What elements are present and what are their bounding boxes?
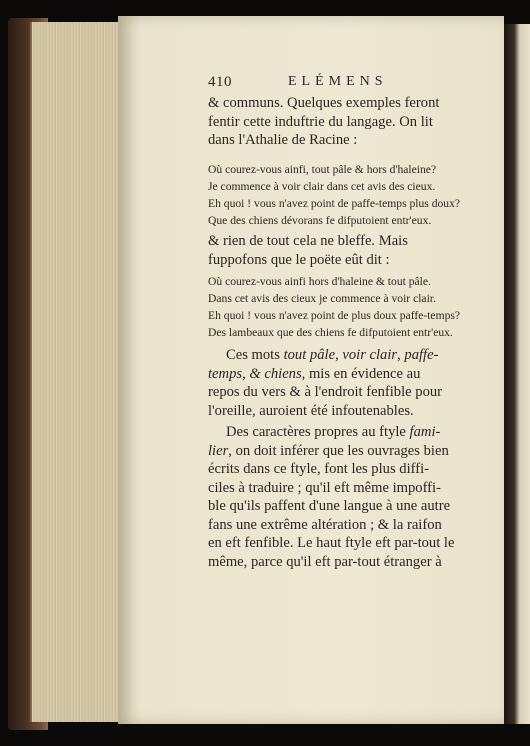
text-line: & communs. Quelques exemples feront bbox=[208, 95, 440, 111]
text-run: , bbox=[242, 365, 250, 382]
italic-run: temps bbox=[208, 365, 243, 382]
italic-run: tout pâle bbox=[283, 347, 336, 363]
text-line: fentir cette induftrie du langage. On lit bbox=[208, 113, 433, 130]
running-head: ELÉMENS bbox=[288, 74, 388, 89]
text-line: ble qu'ils paffent d'une langue à une autre bbox=[208, 498, 451, 514]
facing-page-edge bbox=[504, 24, 530, 724]
verse-line: Où courez-vous ainfi hors d'haleine & tout pâle. bbox=[208, 275, 431, 288]
text-line: repos du vers & à l'endroit fenfible pour bbox=[208, 384, 443, 400]
verse-line: Eh quoi ! vous n'avez point de plus doux paffe-temps? bbox=[208, 309, 461, 322]
text-run: , bbox=[335, 347, 343, 363]
paragraph-caracteres bbox=[208, 423, 484, 571]
italic-run: paffe- bbox=[404, 347, 439, 363]
verse-line: Je commence à voir clair dans cet avis des cieux. bbox=[208, 180, 436, 193]
text-line: & rien de tout cela ne bleffe. Mais bbox=[208, 233, 408, 249]
verse-line: Eh quoi ! vous n'avez point de paffe-temps plus doux? bbox=[208, 197, 461, 210]
italic-run: lier bbox=[208, 442, 229, 459]
text-line bbox=[208, 346, 484, 365]
paragraph-ces-mots bbox=[208, 346, 484, 420]
verse-quotation-original bbox=[208, 161, 490, 229]
italic-run: voir clair bbox=[342, 347, 398, 363]
verse-line: Où courez-vous ainfi, tout pâle & hors d'haleine? bbox=[208, 163, 437, 176]
text-run: Ces mots bbox=[226, 347, 284, 363]
page-number: 410 bbox=[208, 74, 232, 90]
text-run: Des caractères propres au ftyle bbox=[226, 424, 410, 440]
verse-line: Dans cet avis des cieux je commence à voir clair. bbox=[208, 292, 436, 305]
text-line bbox=[208, 365, 484, 384]
text-line: en eft fenfible. Le haut ftyle eft par-tout le bbox=[208, 535, 455, 551]
text-run: , bbox=[397, 347, 405, 363]
italic-run: fami- bbox=[409, 424, 441, 440]
text-line: fans une extrême altération ; & la raifon bbox=[208, 516, 442, 533]
italic-run: & chiens bbox=[249, 365, 302, 382]
text-line bbox=[208, 423, 484, 442]
text-line: dans l'Athalie de Racine : bbox=[208, 132, 358, 148]
paragraph-suppose bbox=[208, 232, 484, 269]
paragraph-intro bbox=[208, 94, 484, 150]
text-line: fuppofons que le poëte eût dit : bbox=[208, 251, 390, 268]
verse-quotation-altered bbox=[208, 273, 490, 341]
text-line: l'oreille, auroient été infoutenables. bbox=[208, 402, 414, 419]
text-run: , on doit inférer que les ouvrages bien bbox=[228, 442, 449, 459]
text-line bbox=[208, 442, 484, 461]
text-line: même, parce qu'il eft par-tout étranger à bbox=[208, 553, 442, 570]
verse-line: Des lambeaux que des chiens fe difputoient entr'eux. bbox=[208, 326, 453, 339]
page-edges bbox=[30, 22, 122, 722]
text-run: , mis en évidence au bbox=[301, 365, 421, 382]
verse-line: Que des chiens dévorans fe difputoient entr'eux. bbox=[208, 214, 432, 227]
text-line: écrits dans ce ftyle, font les plus diffi- bbox=[208, 461, 430, 477]
text-line: ciles à traduire ; qu'il eft même impoffi- bbox=[208, 479, 441, 496]
